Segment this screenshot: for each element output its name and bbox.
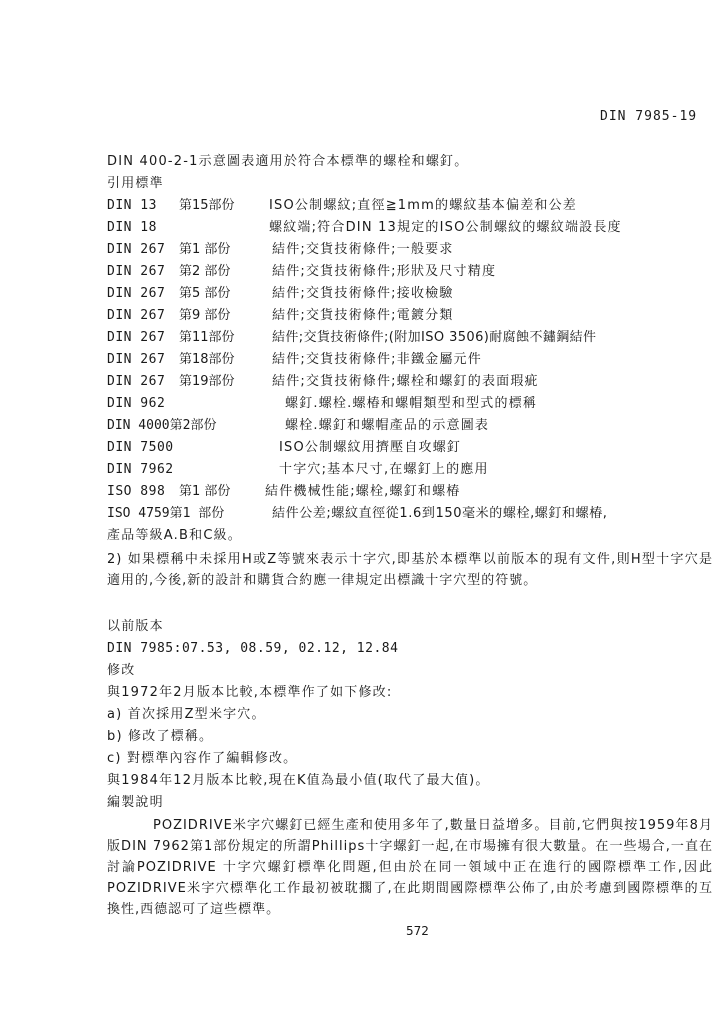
reference-description: 螺紋端;符合DIN 13規定的ISO公制螺紋的螺紋端設長度 [269, 220, 622, 235]
reference-standard: DIN 7500 [107, 440, 174, 455]
explanation-paragraph: POZIDRIVE米字穴螺釘已經生產和使用多年了,數量日益增多。目前,它們與按1959年8月版DIN 7962第1部份規定的所謂Phillips十字螺釘一起,在市場擁有很大數量。在一些場合,一直在討論POZIDRIVE 十字穴螺釘標準化問題,但由於在同一領域中正在進行的國際標準工作,因此POZIDRIVE米字穴標準化工作最初被耽擱了,在此期間國際標準公佈了,由於考慮到國際標準的互換性,西德認可了這些標準。 [107, 818, 713, 917]
reference-description: 結件;交貨技術條件;(附加ISO 3506)耐腐蝕不鏽鋼結件 [272, 330, 597, 345]
reference-part: 第2 部份 [179, 264, 231, 279]
reference-description: 十字穴;基本尺寸,在螺釘上的應用 [279, 462, 489, 477]
change-item: b) 修改了標稱。 [107, 729, 214, 744]
explanation-heading: 編製說明 [107, 795, 164, 810]
reference-description: 結件公差;螺紋直徑從1.6到150毫米的螺栓,螺釘和螺椿, [272, 506, 608, 521]
reference-description: 結件;交貨技術條件;電鍍分類 [272, 308, 454, 323]
standard-header: DIN 7985-19 [600, 109, 698, 124]
reference-standard: DIN 4000第2部份 [107, 418, 217, 433]
reference-part: 第1 部份 [179, 484, 231, 499]
previous-versions: DIN 7985:07.53, 08.59, 02.12, 12.84 [107, 641, 399, 656]
note-2-paragraph: 2) 如果標稱中未採用H或Z等號來表示十字穴,即基於本標準以前版本的現有文件,則H型十字穴是適用的,今後,新的設計和購貨合約應一律規定出標識十字穴型的符號。 [107, 552, 713, 588]
reference-description: 螺栓.螺釘和螺帽產品的示意圖表 [285, 418, 490, 433]
reference-part: 第5 部份 [179, 286, 231, 301]
reference-part: 第9 部份 [179, 308, 231, 323]
reference-standard: DIN 18 [107, 220, 157, 235]
reference-description: 結件;交貨技術條件;接收檢驗 [272, 286, 454, 301]
reference-standard: DIN 267 [107, 374, 166, 389]
reference-standard: DIN 267 [107, 264, 166, 279]
reference-standard: DIN 7962 [107, 462, 174, 477]
reference-part: 第1 部份 [179, 242, 231, 257]
reference-part: 第11部份 [179, 330, 235, 345]
reference-standard: DIN 267 [107, 308, 166, 323]
reference-standard: DIN 267 [107, 352, 166, 367]
change-item: c) 對標準內容作了編輯修改。 [107, 751, 298, 766]
page-number: 572 [406, 924, 429, 938]
reference-standard: DIN 267 [107, 286, 166, 301]
reference-description: ISO公制螺紋;直徑≧1mm的螺紋基本偏差和公差 [269, 198, 577, 213]
reference-standard: DIN 267 [107, 330, 166, 345]
reference-standard: ISO 898 [107, 484, 166, 499]
reference-continuation: 產品等級A.B和C級。 [107, 528, 242, 543]
previous-versions-heading: 以前版本 [107, 619, 164, 634]
reference-part: 第15部份 [179, 198, 235, 213]
reference-part: 第19部份 [179, 374, 235, 389]
reference-standard: DIN 962 [107, 396, 166, 411]
reference-description: 結件機械性能;螺栓,螺釘和螺椿 [265, 484, 461, 499]
changes-1984: 與1984年12月版本比較,現在K值為最小值(取代了最大值)。 [107, 773, 490, 788]
changes-intro: 與1972年2月版本比較,本標準作了如下修改: [107, 685, 393, 700]
changes-heading: 修改 [107, 663, 136, 678]
reference-description: ISO公制螺紋用擠壓自攻螺釘 [279, 440, 462, 455]
reference-description: 結件;交貨技術條件;螺栓和螺釘的表面瑕疵 [272, 374, 539, 389]
reference-description: 螺釘.螺栓.螺椿和螺帽類型和型式的標稱 [285, 396, 538, 411]
reference-standard: DIN 267 [107, 242, 166, 257]
reference-description: 結件;交貨技術條件;形狀及尺寸精度 [272, 264, 497, 279]
reference-description: 結件;交貨技術條件;一般要求 [272, 242, 454, 257]
reference-description: 結件;交貨技術條件;非鐵金屬元件 [272, 352, 482, 367]
change-item: a) 首次採用Z型米字穴。 [107, 707, 266, 722]
reference-part: 第18部份 [179, 352, 235, 367]
reference-standard: ISO 4759第1 部份 [107, 506, 225, 521]
references-heading: 引用標準 [107, 176, 164, 191]
intro-text: DIN 400-2-1示意圖表適用於符合本標準的螺栓和螺釘。 [107, 154, 469, 169]
reference-standard: DIN 13 [107, 198, 157, 213]
